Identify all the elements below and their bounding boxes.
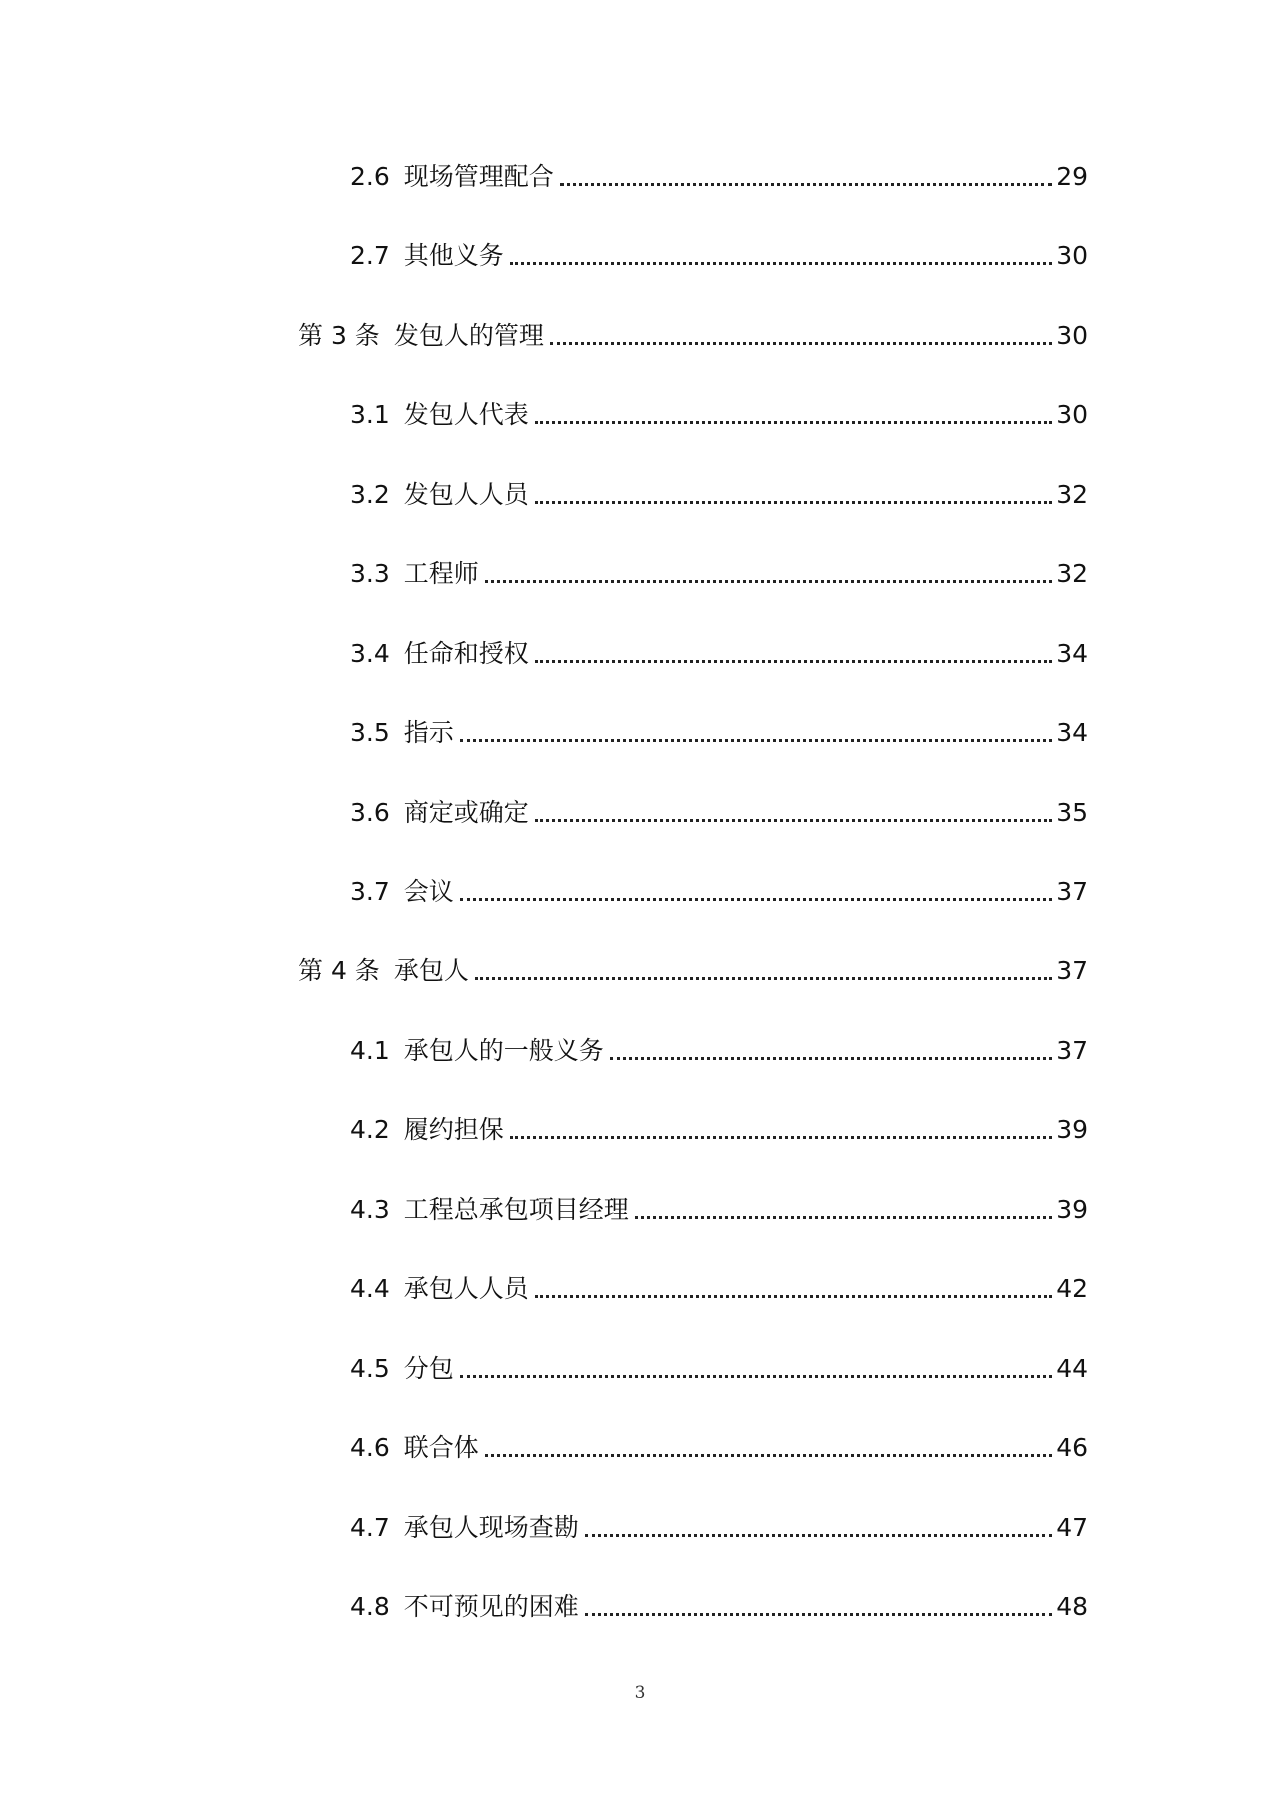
toc-entry-number: 3.6: [350, 798, 390, 827]
toc-entry[interactable]: [350, 475, 1088, 515]
toc-entry-page: 48: [1056, 1592, 1088, 1621]
toc-entry-chapter[interactable]: [298, 951, 1088, 991]
toc-entry-page: 37: [1056, 1036, 1088, 1065]
toc-entry-title: 其他义务: [403, 241, 504, 270]
toc-entry-title: 发包人代表: [403, 400, 529, 429]
page-number: 3: [634, 1683, 646, 1703]
toc-entry-number: 2.6: [350, 162, 390, 191]
toc-entry-number: 第 4 条: [298, 956, 380, 985]
toc-entry-title: 不可预见的困难: [403, 1592, 579, 1621]
toc-dot-leader: [510, 262, 1052, 265]
toc-entry-page: 37: [1056, 956, 1088, 985]
toc-dot-leader: [535, 501, 1052, 504]
toc-entry-number: 4.1: [350, 1036, 390, 1065]
toc-dot-leader: [610, 1057, 1052, 1060]
toc-entry-title: 发包人人员: [403, 480, 529, 509]
toc-entry[interactable]: [350, 1428, 1088, 1468]
toc-entry-page: 39: [1056, 1195, 1088, 1224]
toc-entry-chapter[interactable]: [298, 316, 1088, 356]
toc-entry[interactable]: [350, 1190, 1088, 1230]
toc-entry-title: 任命和授权: [403, 639, 529, 668]
toc-entry-title: 商定或确定: [403, 798, 529, 827]
toc-dot-leader: [460, 898, 1052, 901]
toc-entry-page: 39: [1056, 1115, 1088, 1144]
toc-entry-title: 会议: [403, 877, 454, 906]
toc-entry-title: 承包人的一般义务: [403, 1036, 604, 1065]
toc-entry-number: 4.7: [350, 1513, 390, 1542]
toc-entry-page: 34: [1056, 639, 1088, 668]
toc-entry-number: 4.4: [350, 1274, 390, 1303]
toc-entry-title: 分包: [403, 1354, 454, 1383]
toc-entry-title: 承包人人员: [403, 1274, 529, 1303]
toc-entry-page: 29: [1056, 162, 1088, 191]
toc-entry-number: 4.6: [350, 1433, 390, 1462]
toc-entry[interactable]: [350, 554, 1088, 594]
toc-entry-page: 44: [1056, 1354, 1088, 1383]
toc-entry[interactable]: [350, 793, 1088, 833]
toc-entry-title: 指示: [403, 718, 454, 747]
toc-entry-page: 46: [1056, 1433, 1088, 1462]
toc-entry-number: 3.1: [350, 400, 390, 429]
toc-entry[interactable]: [350, 1508, 1088, 1548]
toc-entry-title: 发包人的管理: [393, 321, 544, 350]
toc-dot-leader: [475, 977, 1052, 980]
toc-dot-leader: [510, 1136, 1052, 1139]
toc-dot-leader: [560, 183, 1052, 186]
toc-entry[interactable]: [350, 157, 1088, 197]
toc-entry-number: 3.3: [350, 559, 390, 588]
toc-entry[interactable]: [350, 1110, 1088, 1150]
toc-dot-leader: [460, 739, 1052, 742]
toc-entry-page: 35: [1056, 798, 1088, 827]
toc-entry-number: 3.7: [350, 877, 390, 906]
toc-entry-number: 4.2: [350, 1115, 390, 1144]
toc-entry-page: 34: [1056, 718, 1088, 747]
toc-entry-page: 30: [1056, 400, 1088, 429]
toc-entry[interactable]: [350, 1587, 1088, 1627]
toc-dot-leader: [585, 1534, 1052, 1537]
toc-entry[interactable]: [350, 872, 1088, 912]
toc-dot-leader: [535, 660, 1052, 663]
toc-entry[interactable]: [350, 1349, 1088, 1389]
toc-entry-title: 承包人: [393, 956, 469, 985]
toc-entry-page: 37: [1056, 877, 1088, 906]
toc-entry[interactable]: [350, 1031, 1088, 1071]
toc-entry-number: 3.4: [350, 639, 390, 668]
toc-entry-title: 现场管理配合: [403, 162, 554, 191]
toc-dot-leader: [535, 1295, 1052, 1298]
toc-entry-page: 32: [1056, 559, 1088, 588]
toc-entry[interactable]: [350, 713, 1088, 753]
toc-dot-leader: [485, 1454, 1052, 1457]
toc-entry-title: 工程总承包项目经理: [403, 1195, 629, 1224]
toc-dot-leader: [635, 1216, 1052, 1219]
toc-entry-page: 30: [1056, 321, 1088, 350]
toc-entry-title: 联合体: [403, 1433, 479, 1462]
toc-entry-page: 32: [1056, 480, 1088, 509]
toc-entry-title: 履约担保: [403, 1115, 504, 1144]
toc-entry-number: 3.5: [350, 718, 390, 747]
toc-dot-leader: [535, 819, 1052, 822]
toc-dot-leader: [585, 1613, 1052, 1616]
toc-entry[interactable]: [350, 395, 1088, 435]
toc-dot-leader: [550, 342, 1052, 345]
toc-dot-leader: [485, 580, 1052, 583]
toc-dot-leader: [460, 1375, 1052, 1378]
toc-entry-number: 4.3: [350, 1195, 390, 1224]
toc-entry-title: 工程师: [403, 559, 479, 588]
toc-entry-number: 4.8: [350, 1592, 390, 1621]
toc-entry-page: 42: [1056, 1274, 1088, 1303]
toc-entry-number: 2.7: [350, 241, 390, 270]
toc-entry-number: 第 3 条: [298, 321, 380, 350]
toc-entry-page: 47: [1056, 1513, 1088, 1542]
toc-entry[interactable]: [350, 236, 1088, 276]
toc-entry-number: 3.2: [350, 480, 390, 509]
toc-entry-title: 承包人现场查勘: [403, 1513, 579, 1542]
toc-entry-page: 30: [1056, 241, 1088, 270]
toc-entry[interactable]: [350, 634, 1088, 674]
toc-entry[interactable]: [350, 1269, 1088, 1309]
toc-dot-leader: [535, 421, 1052, 424]
toc-entry-number: 4.5: [350, 1354, 390, 1383]
